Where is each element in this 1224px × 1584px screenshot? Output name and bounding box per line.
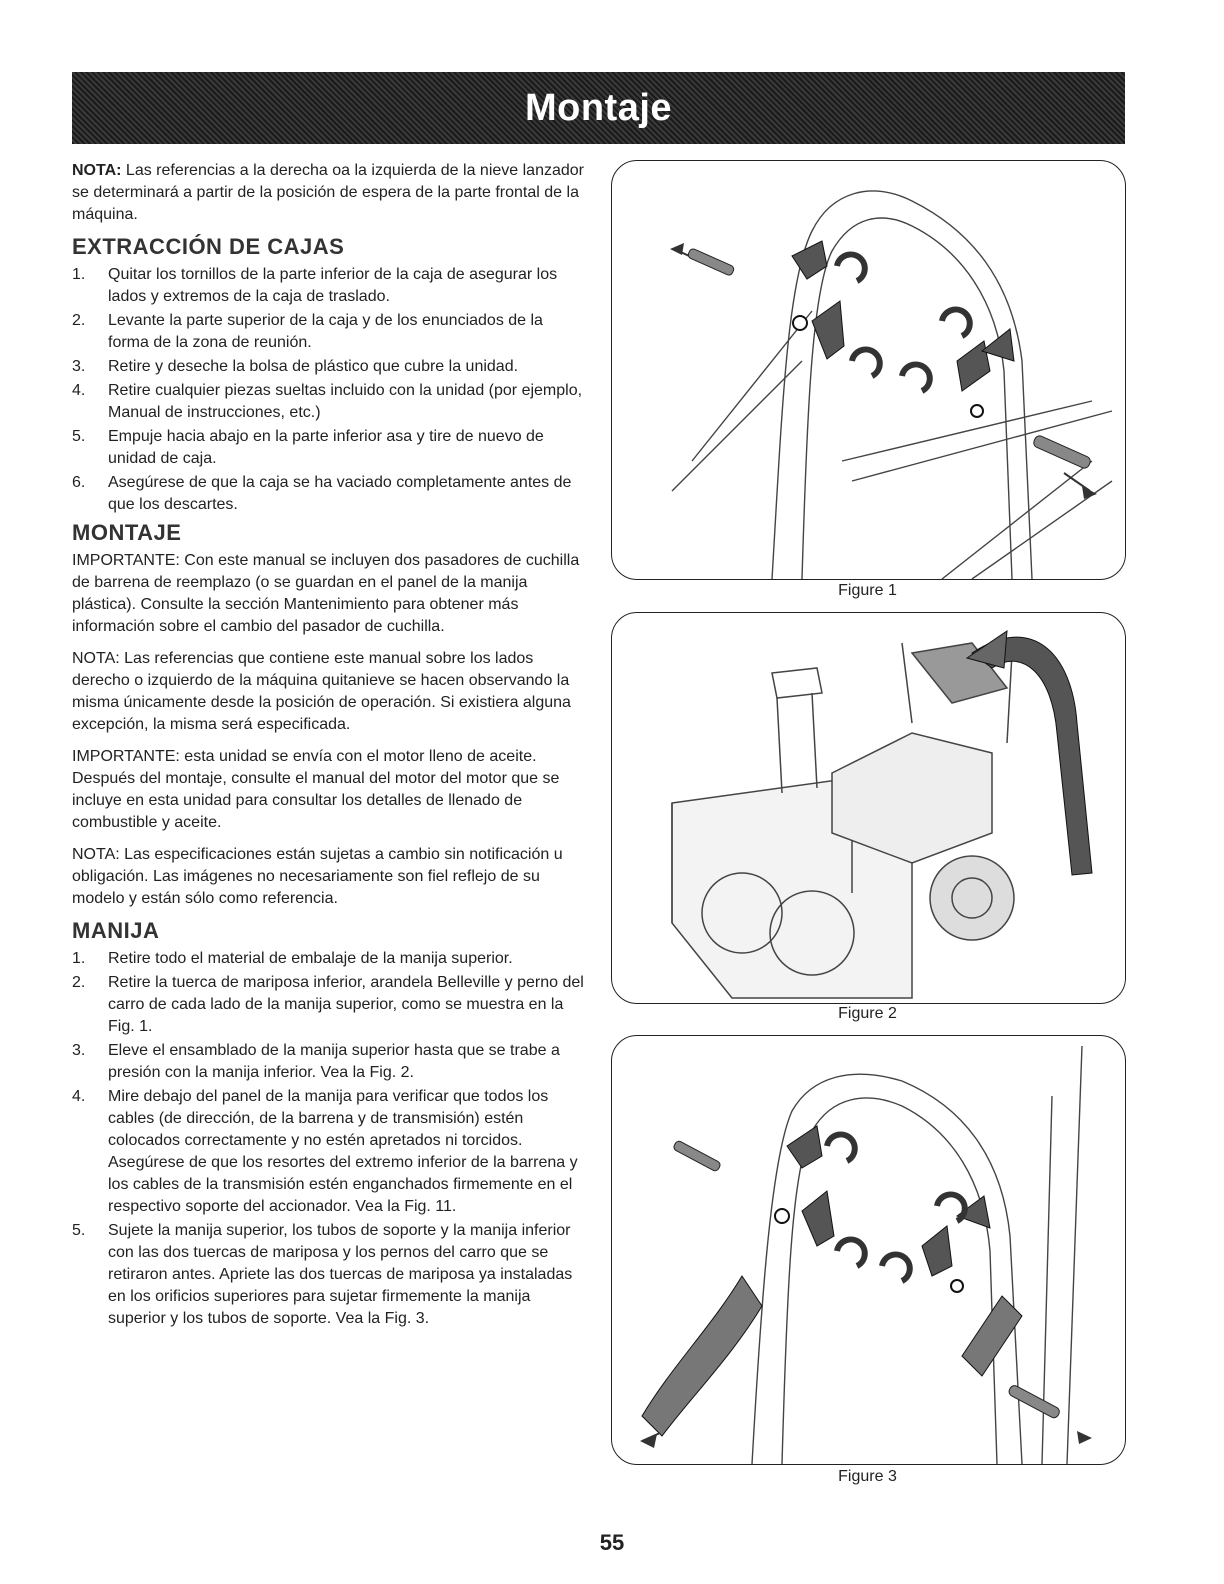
extraccion-steps: [72, 264, 587, 516]
page-header-banner: [72, 72, 1125, 144]
figure-1-illustration: [611, 160, 1126, 580]
intro-note-label: NOTA:: [72, 162, 122, 179]
list-item: 6. Asegúrese de que la caja se ha vaciado completamente antes de que los descartes.: [72, 474, 572, 513]
figure-3-caption: Figure 3: [838, 1468, 897, 1485]
manija-steps: [72, 948, 587, 1330]
list-item: 4. Retire cualquier piezas sueltas incluido con la unidad (por ejemplo, Manual de instrucciones, etc.): [72, 382, 583, 421]
snow-thrower-icon: [612, 613, 1125, 1003]
figure-1-caption: Figure 1: [838, 582, 897, 599]
handle-bolt-diagram-icon: [612, 1036, 1125, 1464]
list-item: 5. Sujete la manija superior, los tubos de soporte y la manija inferior con las dos tuercas de mariposa y los pernos del carro que se retiraron antes. Apriete las dos tuercas de mariposa ya instaladas en los orificios superiores para sujetar firmemente la manija superior y los tubos de soporte. Vea la Fig. 3.: [72, 1222, 573, 1327]
intro-note: [72, 160, 587, 226]
section-heading-extraccion: EXTRACCIÓN DE CAJAS: [72, 234, 345, 259]
list-item: 1. Quitar los tornillos de la parte inferior de la caja de asegurar los lados y extremos de la caja de traslado.: [72, 266, 558, 305]
list-item: 2. Retire la tuerca de mariposa inferior, arandela Belleville y perno del carro de cada lado de la manija superior, como se muestra en la Fig. 1.: [72, 974, 584, 1035]
page-title: Montaje: [524, 86, 673, 129]
list-item: 3. Retire y deseche la bolsa de plástico que cubre la unidad.: [72, 358, 519, 375]
figure-2-illustration: [611, 612, 1126, 1004]
list-item: 3. Eleve el ensamblado de la manija superior hasta que se trabe a presión con la manija inferior. Vea la Fig. 2.: [72, 1042, 560, 1081]
figure-2-caption: Figure 2: [838, 1005, 897, 1022]
montaje-paragraph: IMPORTANTE: Con este manual se incluyen dos pasadores de cuchilla de barrena de reemplazo (o se guardan en el panel de la manija plástica). Consulte la sección Mantenimiento para obtener más información sobre el cambio del pasador de cuchilla.: [72, 552, 580, 635]
montaje-paragraph: NOTA: Las especificaciones están sujetas a cambio sin notificación u obligación. Las imágenes no necesariamente son fiel reflejo de su modelo y están sólo como referencia.: [72, 846, 563, 907]
list-item: 1. Retire todo el material de embalaje de la manija superior.: [72, 950, 513, 967]
page-number: 55: [599, 1530, 625, 1555]
list-item: 2. Levante la parte superior de la caja y de los enunciados de la forma de la zona de reunión.: [72, 312, 543, 351]
list-item: 5. Empuje hacia abajo en la parte inferior asa y tire de nuevo de unidad de caja.: [72, 428, 544, 467]
intro-note-text: Las referencias a la derecha oa la izquierda de la nieve lanzador se determinará a partir de la posición de espera de la parte frontal de la máquina.: [72, 162, 584, 223]
section-heading-manija: MANIJA: [72, 918, 160, 943]
montaje-paragraph: IMPORTANTE: esta unidad se envía con el motor lleno de aceite. Después del montaje, consulte el manual del motor del motor que se incluye en esta unidad para consultar los detalles de llenado de combustible y aceite.: [72, 748, 560, 831]
handle-bolt-diagram-icon: [612, 161, 1125, 579]
text-column: [72, 160, 587, 1336]
montaje-paragraph: NOTA: Las referencias que contiene este manual sobre los lados derecho o izquierdo de la máquina quitanieve se hacen observando la misma únicamente desde la posición de operación. Si existiera alguna excepción, la misma será especificada.: [72, 650, 571, 733]
list-item: 4. Mire debajo del panel de la manija para verificar que todos los cables (de dirección, de la barrena y de transmisión) estén colocados correctamente y no estén apretados ni torcidos. Asegúrese de que los resortes del extremo inferior de la barrena y los cables de la transmisión estén enganchados firmemente en el respectivo soporte del accionador. Vea la Fig. 11.: [72, 1088, 578, 1215]
section-heading-montaje: MONTAJE: [72, 520, 182, 545]
figure-3-illustration: [611, 1035, 1126, 1465]
